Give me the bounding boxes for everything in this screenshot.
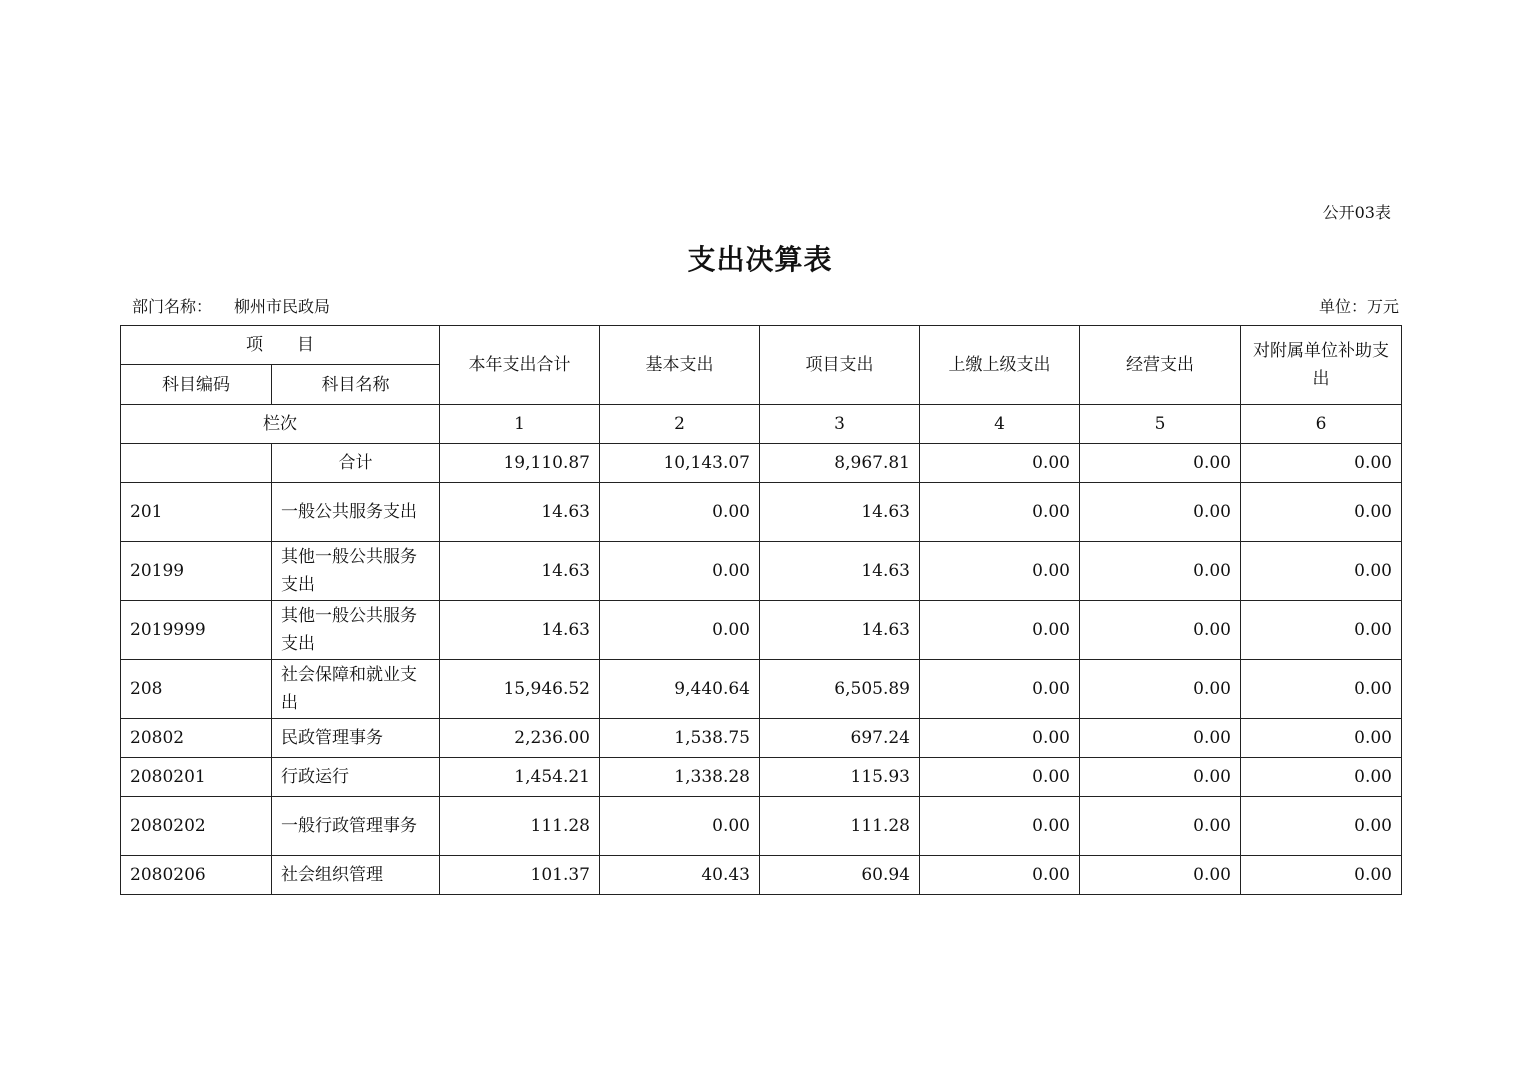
cell-basic: 1,338.28 bbox=[600, 758, 760, 797]
cell-subsidy: 0.00 bbox=[1241, 719, 1402, 758]
header-total: 本年支出合计 bbox=[440, 326, 600, 405]
row-name: 社会组织管理 bbox=[272, 856, 440, 895]
cell-subsidy: 0.00 bbox=[1241, 856, 1402, 895]
row-name: 其他一般公共服务支出 bbox=[272, 601, 440, 660]
header-basic: 基本支出 bbox=[600, 326, 760, 405]
column-index: 1 bbox=[440, 405, 600, 444]
cell-business: 0.00 bbox=[1080, 856, 1241, 895]
cell-business: 0.00 bbox=[1080, 601, 1241, 660]
table-row bbox=[121, 483, 1402, 542]
cell-project: 8,967.81 bbox=[760, 444, 920, 483]
cell-subsidy: 0.00 bbox=[1241, 483, 1402, 542]
expenditure-table bbox=[120, 325, 1402, 895]
row-name: 一般行政管理事务 bbox=[272, 797, 440, 856]
cell-business: 0.00 bbox=[1080, 758, 1241, 797]
form-number: 公开03表 bbox=[1322, 203, 1391, 222]
cell-upper: 0.00 bbox=[920, 719, 1080, 758]
header-item: 项 目 bbox=[121, 326, 440, 365]
department-label: 部门名称： bbox=[132, 297, 213, 316]
cell-subsidy: 0.00 bbox=[1241, 758, 1402, 797]
cell-total: 101.37 bbox=[440, 856, 600, 895]
header-subsidy: 对附属单位补助支出 bbox=[1241, 326, 1402, 405]
column-index: 6 bbox=[1241, 405, 1402, 444]
header-code: 科目编码 bbox=[121, 365, 272, 405]
row-name: 民政管理事务 bbox=[272, 719, 440, 758]
column-index: 2 bbox=[600, 405, 760, 444]
cell-business: 0.00 bbox=[1080, 719, 1241, 758]
cell-business: 0.00 bbox=[1080, 660, 1241, 719]
cell-subsidy: 0.00 bbox=[1241, 444, 1402, 483]
cell-total: 14.63 bbox=[440, 483, 600, 542]
cell-project: 111.28 bbox=[760, 797, 920, 856]
cell-upper: 0.00 bbox=[920, 542, 1080, 601]
cell-subsidy: 0.00 bbox=[1241, 660, 1402, 719]
cell-project: 697.24 bbox=[760, 719, 920, 758]
row-name: 一般公共服务支出 bbox=[272, 483, 440, 542]
row-name: 行政运行 bbox=[272, 758, 440, 797]
cell-total: 19,110.87 bbox=[440, 444, 600, 483]
cell-basic: 0.00 bbox=[600, 797, 760, 856]
row-name: 合计 bbox=[272, 444, 440, 483]
cell-project: 14.63 bbox=[760, 542, 920, 601]
row-code: 20802 bbox=[121, 719, 272, 758]
cell-project: 115.93 bbox=[760, 758, 920, 797]
column-index-label: 栏次 bbox=[121, 405, 440, 444]
header-name: 科目名称 bbox=[272, 365, 440, 405]
row-code: 20199 bbox=[121, 542, 272, 601]
cell-project: 14.63 bbox=[760, 483, 920, 542]
cell-basic: 9,440.64 bbox=[600, 660, 760, 719]
cell-upper: 0.00 bbox=[920, 444, 1080, 483]
cell-upper: 0.00 bbox=[920, 856, 1080, 895]
row-code: 208 bbox=[121, 660, 272, 719]
cell-basic: 0.00 bbox=[600, 601, 760, 660]
header-project: 项目支出 bbox=[760, 326, 920, 405]
cell-basic: 10,143.07 bbox=[600, 444, 760, 483]
header-business: 经营支出 bbox=[1080, 326, 1241, 405]
cell-total: 111.28 bbox=[440, 797, 600, 856]
column-index: 5 bbox=[1080, 405, 1241, 444]
table-row-total bbox=[121, 444, 1402, 483]
row-name: 社会保障和就业支出 bbox=[272, 660, 440, 719]
row-code: 2080201 bbox=[121, 758, 272, 797]
header-upper: 上缴上级支出 bbox=[920, 326, 1080, 405]
row-code: 2019999 bbox=[121, 601, 272, 660]
table-row bbox=[121, 797, 1402, 856]
cell-basic: 40.43 bbox=[600, 856, 760, 895]
cell-project: 60.94 bbox=[760, 856, 920, 895]
table-row bbox=[121, 601, 1402, 660]
department-value: 柳州市民政局 bbox=[234, 297, 331, 316]
cell-total: 14.63 bbox=[440, 601, 600, 660]
cell-project: 14.63 bbox=[760, 601, 920, 660]
column-index: 4 bbox=[920, 405, 1080, 444]
cell-business: 0.00 bbox=[1080, 483, 1241, 542]
table-row bbox=[121, 758, 1402, 797]
row-code bbox=[121, 444, 272, 483]
cell-project: 6,505.89 bbox=[760, 660, 920, 719]
table-row bbox=[121, 660, 1402, 719]
cell-subsidy: 0.00 bbox=[1241, 601, 1402, 660]
cell-upper: 0.00 bbox=[920, 601, 1080, 660]
cell-basic: 1,538.75 bbox=[600, 719, 760, 758]
cell-basic: 0.00 bbox=[600, 542, 760, 601]
cell-total: 15,946.52 bbox=[440, 660, 600, 719]
cell-business: 0.00 bbox=[1080, 444, 1241, 483]
row-code: 2080206 bbox=[121, 856, 272, 895]
table-row bbox=[121, 542, 1402, 601]
page-title: 支出决算表 bbox=[687, 243, 833, 276]
row-code: 201 bbox=[121, 483, 272, 542]
table-row bbox=[121, 856, 1402, 895]
cell-upper: 0.00 bbox=[920, 660, 1080, 719]
row-name: 其他一般公共服务支出 bbox=[272, 542, 440, 601]
cell-total: 14.63 bbox=[440, 542, 600, 601]
cell-business: 0.00 bbox=[1080, 542, 1241, 601]
cell-business: 0.00 bbox=[1080, 797, 1241, 856]
department-line bbox=[132, 294, 330, 317]
table-row bbox=[121, 719, 1402, 758]
column-index: 3 bbox=[760, 405, 920, 444]
cell-total: 1,454.21 bbox=[440, 758, 600, 797]
cell-subsidy: 0.00 bbox=[1241, 797, 1402, 856]
cell-subsidy: 0.00 bbox=[1241, 542, 1402, 601]
cell-upper: 0.00 bbox=[920, 758, 1080, 797]
cell-upper: 0.00 bbox=[920, 483, 1080, 542]
unit-label: 单位：万元 bbox=[1318, 297, 1399, 316]
cell-upper: 0.00 bbox=[920, 797, 1080, 856]
cell-basic: 0.00 bbox=[600, 483, 760, 542]
row-code: 2080202 bbox=[121, 797, 272, 856]
cell-total: 2,236.00 bbox=[440, 719, 600, 758]
